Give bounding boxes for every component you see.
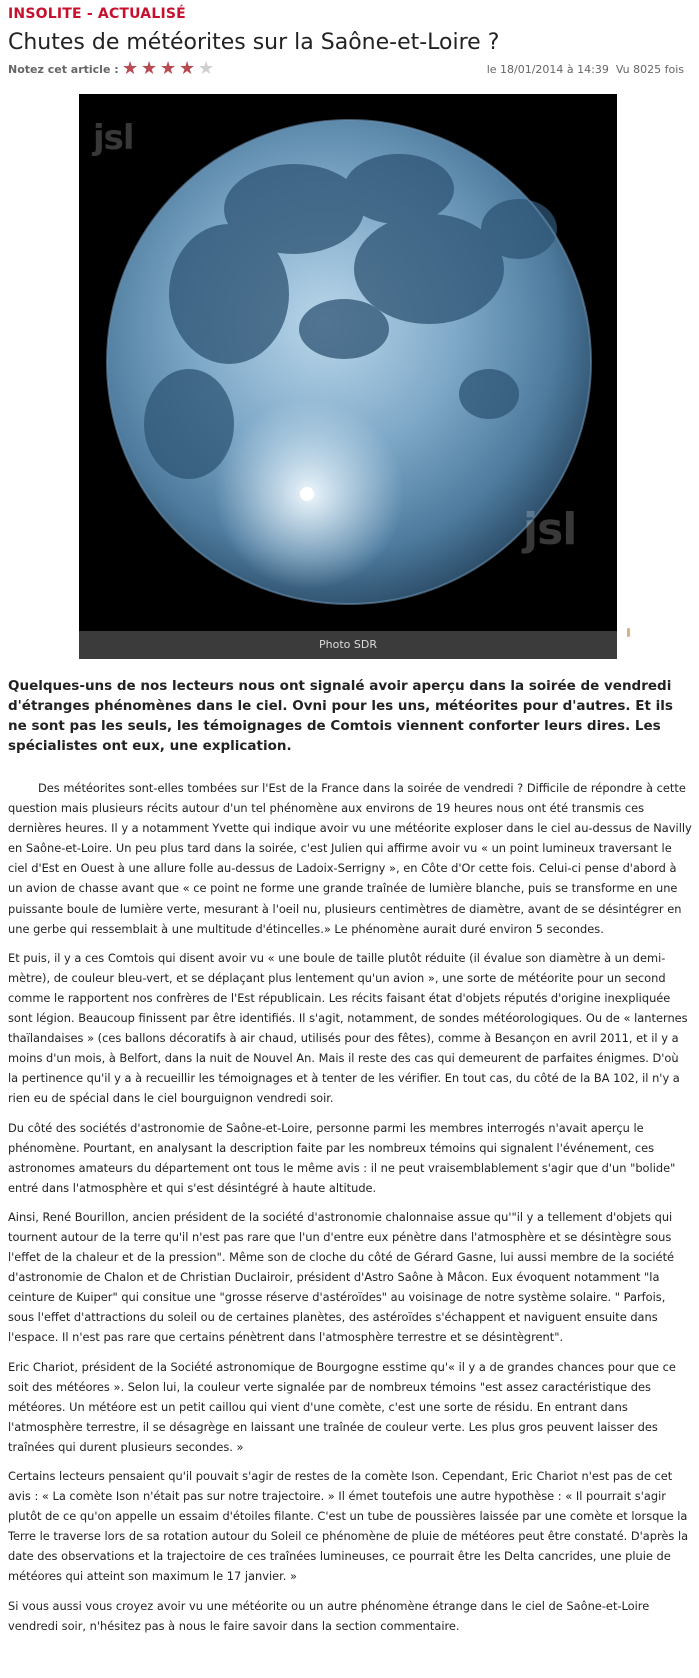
publication-info: [487, 63, 684, 76]
watermark-top: jsl: [93, 118, 134, 158]
article-lead: Quelques-uns de nos lecteurs nous ont signalé avoir aperçu dans la soirée de vendredi d'étranges phénomènes dans le ciel. Ovni pour les uns, météorites pour d'autres. Et ils ne sont pas les seuls, les témoignages de Comtois viennent conforter leurs dires. Les spécialistes ont eux, une explication.: [8, 678, 673, 754]
article-paragraph: Si vous aussi vous croyez avoir vu une météorite ou un autre phénomène étrange dans le ciel de Saône-et-Loire vendredi soir, n'hésitez pas à nous le faire savoir dans la section commentaire.: [8, 1598, 650, 1633]
side-marker: [627, 628, 630, 637]
publication-date: le 18/01/2014 à 14:39: [486, 63, 609, 76]
article-meta: [8, 60, 692, 82]
rating-stars[interactable]: [122, 60, 216, 78]
rating-star-icon[interactable]: ★: [179, 58, 196, 79]
article-paragraph: Certains lecteurs pensaient qu'il pouvait s'agir de restes de la comète Ison. Cependant, Eric Chariot n'est pas de cet avis : « La comète Ison n'était pas sur notre trajectoire. » Il émet toutefois une autre hypothèse : « Il pourrait s'agir plutôt de ce qu'on appelle un essaim d'étoiles filante. C'est un tube de poussières laissée par une comète et lorsque la Terre le traverse lors de sa rotation autour du Soleil ce phénomène de pluie de météores peut être constaté. D'après la date des observations et la trajectoire de ces traînées lumineuses, ce pourrait être les Delta cancrides, une pluie de météores qui atteint son maximum le 17 janvier. »: [8, 1469, 689, 1584]
article-body: [8, 778, 692, 1645]
article-paragraph: Ainsi, René Bourillon, ancien président de la société d'astronomie chalonnaise assue qu'"il y a tellement d'objets qui tournent autour de la terre qu'il n'est pas rare que l'un d'entre eux pénètre dans l'atmosphère et se désintègre sous l'effet de la chaleur et de la pression". Même son de cloche du côté de Gérard Gasne, lui aussi membre de la société d'astronomie de Chalon et de Christian Duclairoir, président d'Astro Saône à Mâcon. Eux évoquent notamment "la ceinture de Kuiper" qui consitue une "grosse réserve d'astéroïdes" au voisinage de notre système solaire. " Parfois, sous l'effet d'attractions du soleil ou de certaines planètes, des astéroïdes s'échappent et naviguent ensuite dans l'espace. Il n'est pas rare que certains pénètrent dans l'atmosphère terrestre et se désintègrent".: [8, 1209, 675, 1345]
watermark-bottom: jsl: [523, 504, 577, 555]
rating-star-icon[interactable]: ★: [198, 58, 215, 79]
article-paragraph: Eric Chariot, président de la Société astronomique de Bourgogne esstime qu'« il y a de grandes chances pour que ce soit des météores ». Selon lui, la couleur verte signalée par de nombreux témoins "est assez caractéristique des météores. Un météore est un petit caillou qui vient d'une comète, c'est une sorte de résidu. En entrant dans l'atmosphère terrestre, il se désagrège en laissant une traînée de couleur verte. Les plus gros peuvent laisser des traînées qui durent plusieurs secondes. »: [8, 1359, 676, 1454]
article-kicker[interactable]: INSOLITE - ACTUALISÉ: [8, 6, 186, 22]
article-title: Chutes de météorites sur la Saône-et-Loire ?: [8, 30, 500, 55]
photo-caption: Photo SDR: [79, 631, 617, 659]
article-paragraph: Des météorites sont-elles tombées sur l'Est de la France dans la soirée de vendredi ? Difficile de répondre à cette question mais plusieurs récits autour d'un tel phénomène aux environs de 19 heures nous ont été transmis ces dernières heures. Il y a notamment Yvette qui indique avoir vu une météorite exploser dans le ciel au-dessus de Navilly en Saône-et-Loire. Un peu plus tard dans la soirée, c'est Julien qui affirme avoir vu « un point lumineux traversant le ciel d'Est en Ouest à une allure folle au-dessus de Ladoix-Serrigny », en Côte d'Or cette fois. Celui-ci pense d'abord à un avion de chasse avant que « ce point ne forme une grande traînée de lumière blanche, puis se transforme en une puissante boule de lumière verte, mesurant à l'oeil nu, plusieurs centimètres de diamètre, avant de se désintégrer en une gerbe qui ressemblait à une multitude d'étincelles.» Le phénomène aurait duré environ 5 secondes.: [8, 781, 692, 936]
article-photo[interactable]: [79, 94, 617, 659]
rating-star-icon[interactable]: ★: [122, 58, 139, 79]
rating-label: Notez cet article :: [8, 63, 119, 76]
view-count: Vu 8025 fois: [615, 63, 684, 76]
article-paragraph: Et puis, il y a ces Comtois qui disent avoir vu « une boule de taille plutôt réduite (il évalue son diamètre à un demi-mètre), de couleur bleu-vert, et se déplaçant plus lentement qu'un avion », une sorte de météorite pour un second comme le rapportent nos confrères de l'Est républicain. Les récits faisant état d'objets réputés d'origine inexpliquée sont légion. Beaucoup finissent par être identifiés. Il s'agit, notamment, de sondes météorologiques. Ou de « lanternes thaïlandaises » (ces ballons décoratifs à air chaud, utilisés pour des fêtes), comme à Besançon en avril 2011, et il y a moins d'un mois, à Belfort, dans la nuit de Nouvel An. Mais il reste des cas qui demeurent de parfaites énigmes. D'où la pertinence qu'il y a à recueillir les témoignages et à tenter de les vérifier. En tout cas, du côté de la BA 102, il n'y a rien eu de spécial dans le ciel bourguignon vendredi soir.: [8, 950, 688, 1106]
rating-star-icon[interactable]: ★: [141, 58, 158, 79]
rating-star-icon[interactable]: ★: [160, 58, 177, 79]
article-paragraph: Du côté des sociétés d'astronomie de Saône-et-Loire, personne parmi les membres interrogés n'avait aperçu le phénomène. Pourtant, en analysant la description faite par les nombreux témoins qui signalent l'événement, ces astronomes amateurs du département ont tous le même avis : il ne peut vraisemblablement s'agir que d'un "bolide" entré dans l'atmosphère et qui s'est désintégré à haute altitude.: [8, 1120, 676, 1195]
